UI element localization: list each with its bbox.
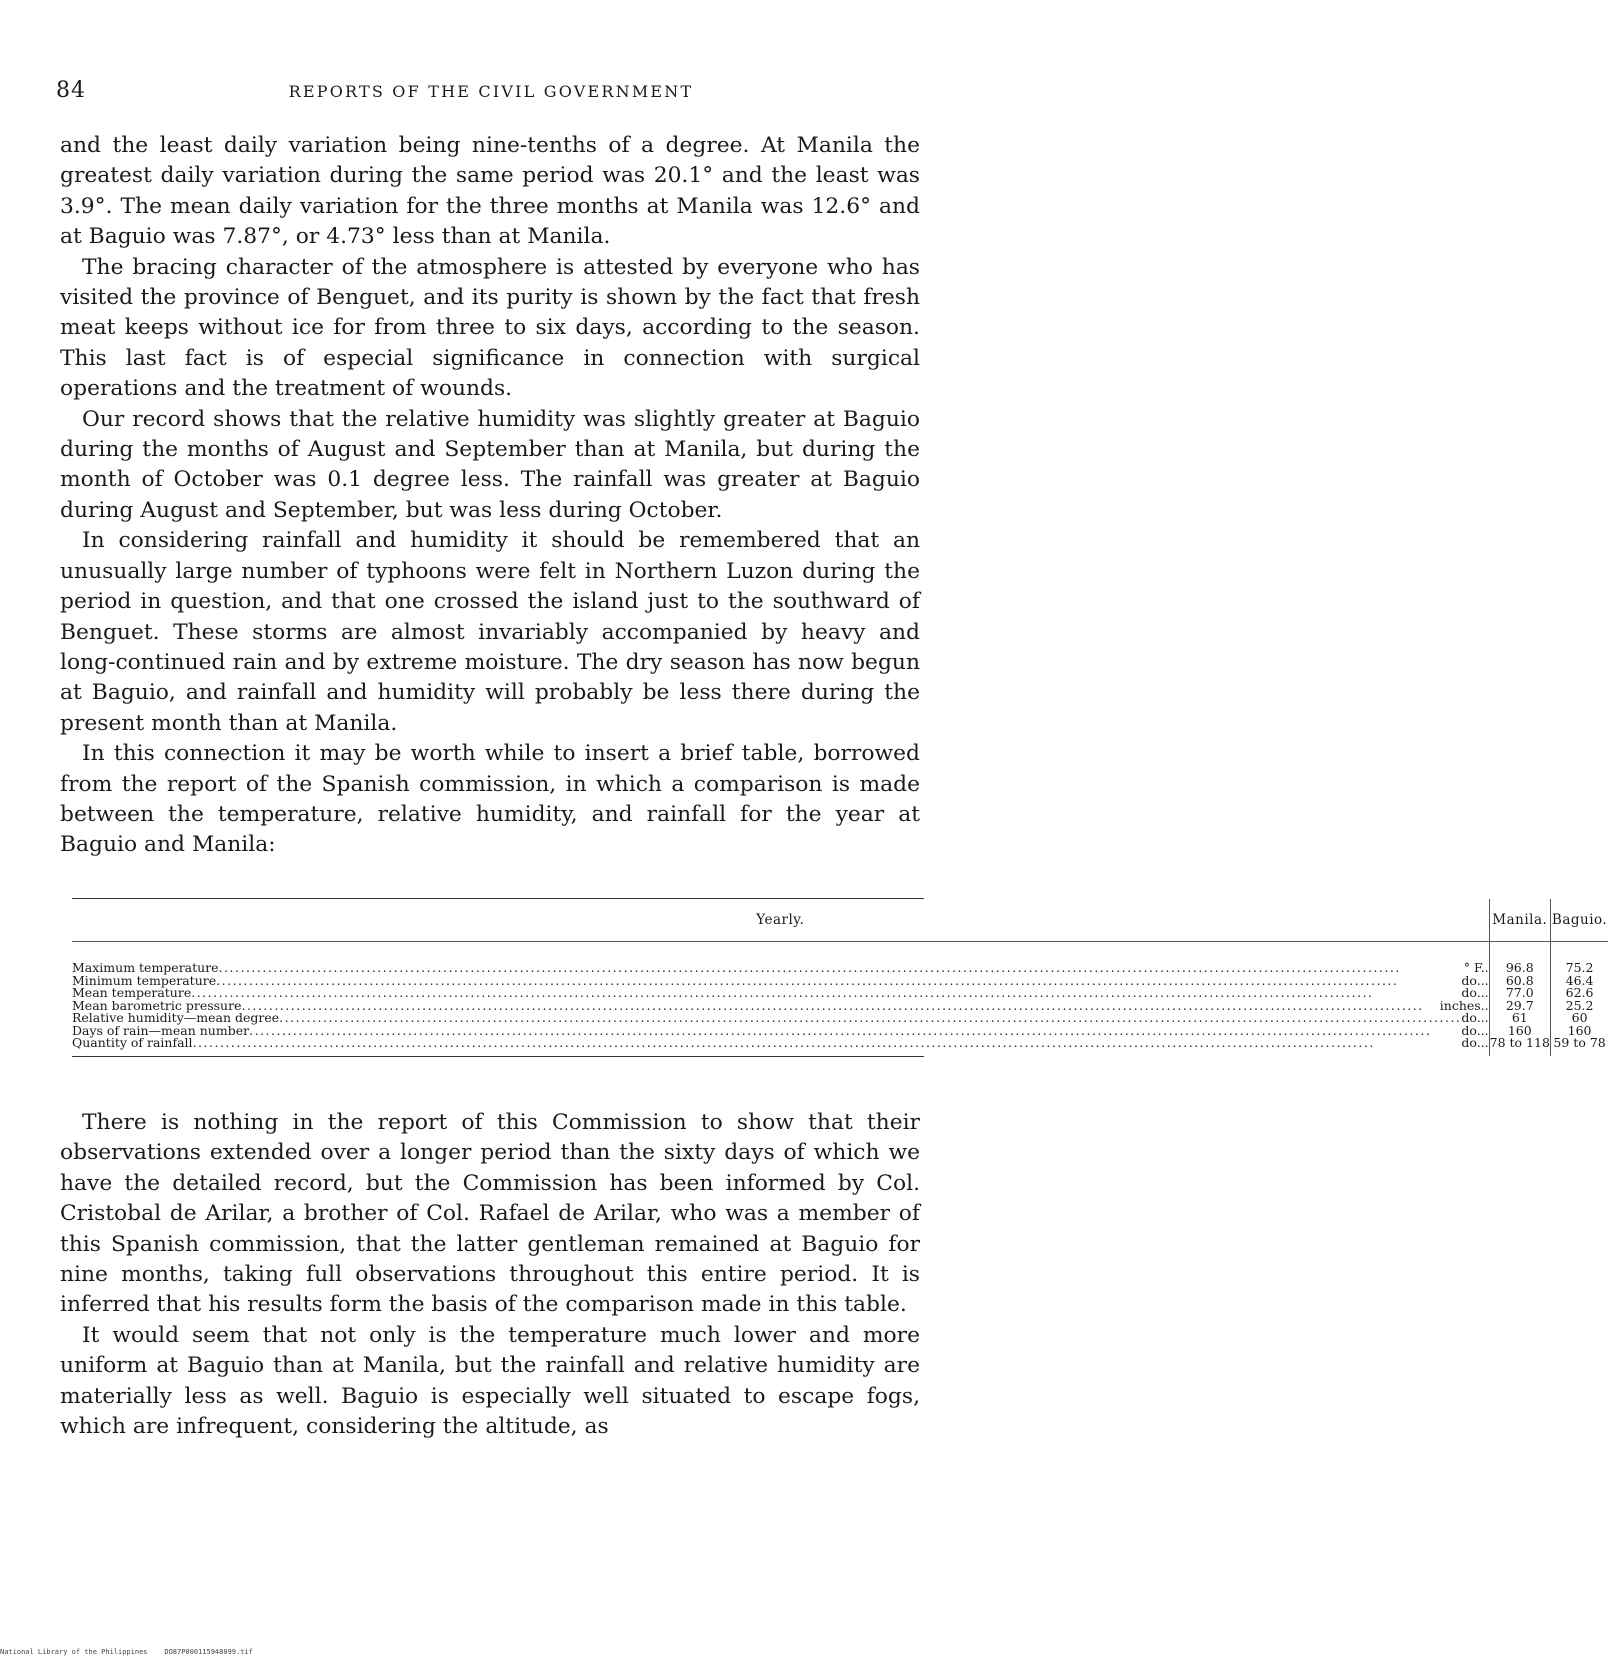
row-unit: inches.. xyxy=(1439,997,1489,1013)
row-unit: do... xyxy=(1461,985,1489,1000)
cell-baguio: 46.4 xyxy=(1550,975,1608,988)
table-body xyxy=(72,942,1608,1056)
row-label: Mean barometric pressure xyxy=(72,997,242,1013)
climate-comparison-table xyxy=(72,898,1608,1057)
cell-manila: 29.7 xyxy=(1489,1000,1550,1013)
cell-manila: 77.0 xyxy=(1489,987,1550,1000)
row-label: Days of rain—mean number xyxy=(72,1022,250,1038)
paragraph: In this connection it may be worth while to insert a brief table, borrowed from the report of the Spanish commission, in which a comparison is made between the temperature, relative humidity, and rainfall for the year at Baguio and Manila: xyxy=(60,741,920,858)
cell-manila: 60.8 xyxy=(1489,975,1550,988)
table-header-row xyxy=(72,899,1608,942)
page-number: 84 xyxy=(56,78,86,103)
paragraph: and the least daily variation being nine-tenths of a degree. At Manila the greatest daily variation during the same period was 20.1° and the least was 3.9°. The mean daily variation for the three months at Manila was 12.6° and at Baguio was 7.87°, or 4.73° less than at Manila. xyxy=(60,133,920,250)
cell-manila: 61 xyxy=(1489,1012,1550,1025)
comparison-table xyxy=(72,899,1608,1056)
row-label: Minimum temperature xyxy=(72,972,217,988)
scan-footer: National Library of the Philippines DO87P000115948099.tif xyxy=(0,1648,253,1656)
row-unit: ° F.. xyxy=(1463,960,1489,975)
paragraph: The bracing character of the atmosphere is attested by everyone who has visited the province of Benguet, and its purity is shown by the fact that fresh meat keeps without ice for from three to six days, according to the season. This last fact is of especial significance in connection with surgical operations and the treatment of wounds. xyxy=(60,254,920,402)
header-yearly: Yearly. xyxy=(756,911,805,928)
table-spacer xyxy=(72,942,1608,963)
header-baguio: Baguio. xyxy=(1550,899,1608,942)
row-unit: do... xyxy=(1461,1022,1489,1038)
row-label: Relative humidity—mean degree xyxy=(72,1010,280,1025)
row-label: Maximum temperature xyxy=(72,960,219,975)
paragraph: There is nothing in the report of this Commission to show that their observations extended over a longer period than the sixty days of which we have the detailed record, but the Commission has been informed by Col. Cristobal de Arilar, a brother of Col. Rafael de Arilar, who was a member of this Spanish commission, that the latter gentleman remained at Baguio for nine months, taking full observations throughout this entire period. It is inferred that his results form the basis of the comparison made in this table. xyxy=(60,1110,920,1318)
cell-manila: 78 to 118 xyxy=(1489,1035,1550,1050)
paragraph: It would seem that not only is the temperature much lower and more uniform at Baguio than at Manila, but the rainfall and relative humidity are materially less as well. Baguio is especially well situated to escape fogs, which are infrequent, considering the altitude, as xyxy=(60,1322,920,1440)
body-text-bottom xyxy=(60,1108,920,1442)
row-label: Quantity of rainfall xyxy=(72,1035,193,1050)
header-manila: Manila. xyxy=(1489,899,1550,942)
cell-baguio: 160 xyxy=(1550,1025,1608,1038)
cell-manila: 160 xyxy=(1489,1025,1550,1038)
cell-baguio: 62.6 xyxy=(1550,987,1608,1000)
paragraph: Our record shows that the relative humidity was slightly greater at Baguio during the months of August and September than at Manila, but during the month of October was 0.1 degree less. The rainfall was greater at Baguio during August and September, but was less during October. xyxy=(60,406,920,523)
cell-baguio: 75.2 xyxy=(1550,962,1608,975)
row-label: Mean temperature xyxy=(72,985,192,1000)
paragraph: In considering rainfall and humidity it should be remembered that an unusually large number of typhoons were felt in Northern Luzon during the period in question, and that one crossed the island just to the southward of Benguet. These storms are almost invariably accompanied by heavy and long-continued rain and by extreme moisture. The dry season has now begun at Baguio, and rainfall and humidity will probably be less there during the present month than at Manila. xyxy=(60,528,920,736)
row-unit: do... xyxy=(1461,1010,1489,1025)
row-unit: do... xyxy=(1461,1035,1489,1050)
page-header xyxy=(56,78,926,110)
cell-manila: 96.8 xyxy=(1489,962,1550,975)
table-row xyxy=(72,1037,1608,1050)
body-text-top xyxy=(60,131,920,861)
table-bottom-rule xyxy=(72,1056,924,1057)
row-unit: do... xyxy=(1461,972,1489,988)
cell-baguio: 25.2 xyxy=(1550,1000,1608,1013)
cell-baguio: 60 xyxy=(1550,1012,1608,1025)
running-head: REPORTS OF THE CIVIL GOVERNMENT xyxy=(288,82,694,101)
cell-baguio: 59 to 78 xyxy=(1550,1037,1608,1050)
